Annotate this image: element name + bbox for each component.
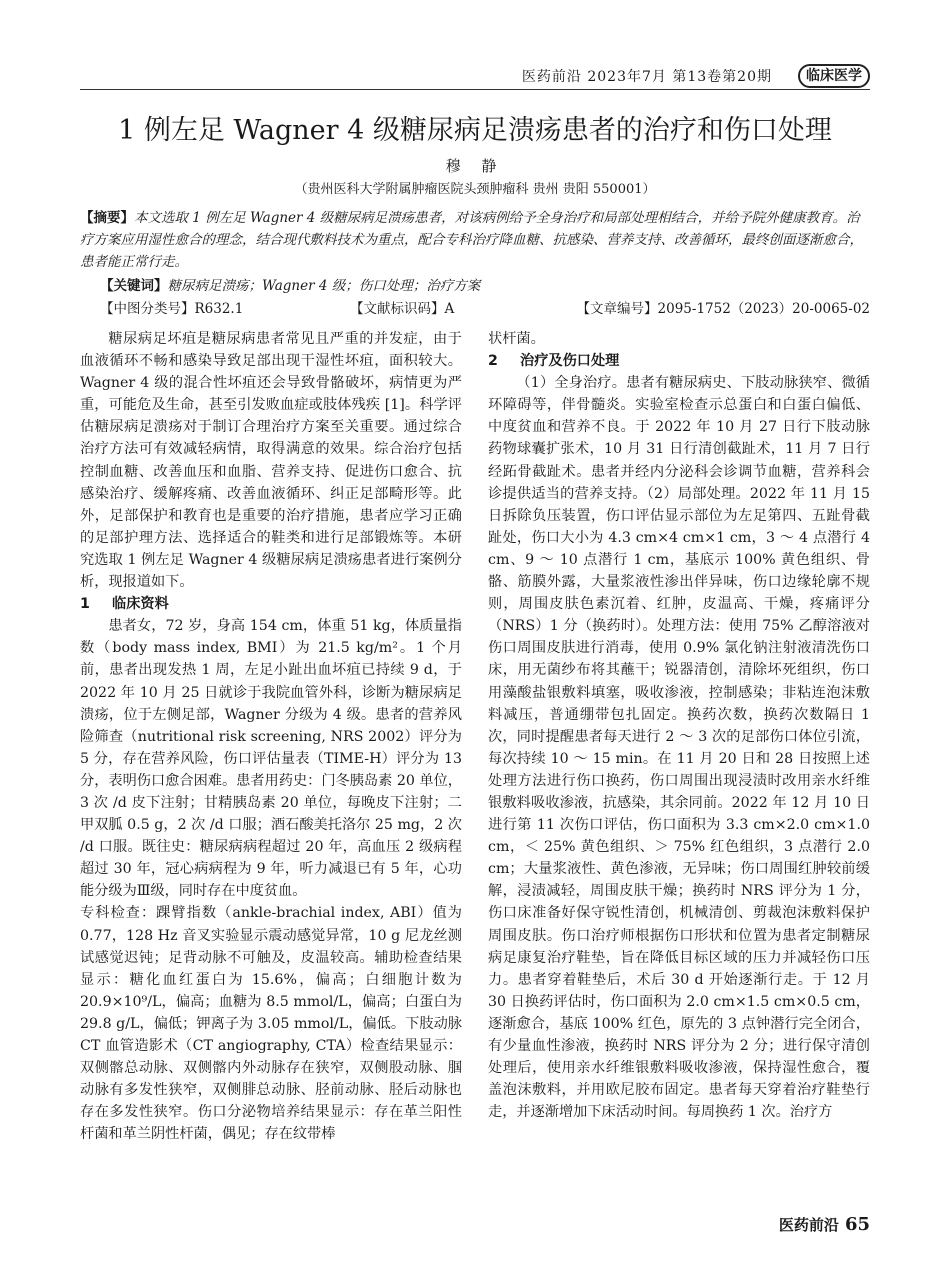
abstract [80, 207, 870, 273]
treatment-paragraph: （1）全身治疗。患者有糖尿病史、下肢动脉狭窄、微循环障碍等，伴骨髓炎。实验室检查示总蛋白和白蛋白偏低、中度贫血和营养不良。于 2022 年 10 月 27 日行下肢动脉药物球囊扩张术，10 月 31 日行清创截趾术，11 月 7 日行经跖骨截趾术。患者并经内分泌科会诊调节血糖，营养科会诊提供适当的营养支持。（2）局部处理。2022 年 11 月 15 日拆除负压装置，伤口评估显示部位为左足第四、五趾骨截趾处，伤口大小为 4.3 cm×4 cm×1 cm，3 ～ 4 点潜行 4 cm、9 ～ 10 点潜行 1 cm，基底示 100% 黄色组织、骨骼、筋膜外露，大量浆液性渗出伴异味，伤口边缘轮廓不规则，周围皮肤色素沉着、红肿，皮温高、干燥，疼痛评分（NRS）1 分（换药时）。处理方法：使用 75% 乙醇溶液对伤口周围皮肤进行消毒，使用 0.9% 氯化钠注射液清洗伤口床，用无菌纱布将其蘸干；锐器清创，清除坏死组织，伤口用藻酸盐银敷料填塞，吸收渗液，控制感染；非粘连泡沫敷料减压，普通绷带包扎固定。换药次数，换药次数隔日 1 次，同时提醒患者每天进行 2 ～ 3 次的足部伤口体位引流，每次持续 10 ～ 15 min。在 11 月 20 日和 28 日按照上述处理方法进行伤口换药，伤口周围出现浸渍时改用亲水纤维银敷料吸收渗液，抗感染，其余同前。2022 年 12 月 10 日进行第 11 次伤口评估，伤口面积为 3.3 cm×2.0 cm×1.0 cm，＜ 25% 黄色组织、＞ 75% 红色组织，3 点潜行 2.0 cm；大量浆液性、黄色渗液，无异味；伤口周围红肿较前缓解，浸渍减轻，周围皮肤干燥；换药时 NRS 评分为 1 分，伤口床准备好保守锐性清创，机械清创、剪裁泡沫敷料保护周围皮肤。伤口治疗师根据伤口形状和位置为患者定制糖尿病足康复治疗鞋垫，旨在降低目标区域的压力并减轻伤口压力。患者穿着鞋垫后，术后 30 d 开始逐渐行走。于 12 月 30 日换药评估时，伤口面积为 2.0 cm×1.5 cm×0.5 cm，逐渐愈合，基底 100% 红色，原先的 3 点钟潜行完全闭合，有少量血性渗液，换药时 NRS 评分为 2 分；进行保守清创处理后，使用亲水纤维银敷料吸收渗液，保持湿性愈合，覆盖泡沫敷料，并用欧尼胶布固定。患者每天穿着治疗鞋垫行走，并逐渐增加下床活动时间。每周换药 1 次。治疗方 [488, 375, 870, 1121]
affiliation: （贵州医科大学附属肿瘤医院头颈肿瘤科 贵州 贵阳 550001） [294, 182, 656, 197]
left-column [80, 328, 462, 1145]
section-2-number: 2 [488, 353, 498, 370]
intro-paragraph: 糖尿病足坏疽是糖尿病患者常见且严重的并发症，由于血液循环不畅和感染导致足部出现干湿性坏疽，面积较大。Wagner 4 级的混合性坏疽还会导致骨骼破坏，病情更为严重，可能危及生命，甚至引发败血症或肢体残疾 [1]。科学评估糖尿病足溃疡对于制订合理治疗方案至关重要。通过综合治疗方法可有效减轻病情，取得满意的效果。综合治疗包括控制血糖、改善血压和血脂、营养支持、促进伤口愈合、抗感染治疗、缓解疼痛、改善血液循环、纠正足部畸形等。此外，足部保护和教育也是重要的治疗措施，患者应学习正确的足部护理方法、选择适合的鞋类和进行足部锻炼等。本研究选取 1 例左足 Wagner 4 级糖尿病足溃疡患者进行案例分析，现报道如下。 [80, 331, 462, 591]
running-header [0, 64, 950, 90]
section-badge: 临床医学 [798, 64, 870, 88]
keywords-text: 糖尿病足溃疡；Wagner 4 级；伤口处理；治疗方案 [167, 278, 481, 294]
abstract-label: 【摘要】 [80, 210, 134, 226]
section-2-heading [488, 350, 870, 372]
article-title: 1 例左足 Wagner 4 级糖尿病足溃疡患者的治疗和伤口处理 [118, 115, 832, 146]
document-code: 【文献标识码】A [350, 301, 455, 317]
clc-number: 【中图分类号】R632.1 [100, 301, 244, 317]
author: 穆 静 [445, 157, 505, 175]
article-number: 【文章编号】2095-1752（2023）20-0065-02 [576, 301, 870, 317]
section-1-number: 1 [80, 596, 90, 613]
page-number: 65 [844, 1214, 870, 1235]
footer-journal: 医药前沿 [778, 1216, 839, 1234]
page-footer [779, 1214, 870, 1235]
section-1-title: 临床资料 [112, 596, 169, 613]
journal-info: 医药前沿 2023年7月 第13卷第20期 [521, 69, 772, 85]
case-paragraph: 患者女，72 岁，身高 154 cm，体重 51 kg，体质量指数（body mass index, BMI）为 21.5 kg/m²。1 个月前，患者出现发热 1 周，左足小趾出血坏疽已持续 9 d，于 2022 年 10 月 25 日就诊于我院血管外科，诊断为糖尿病足溃疡，位于左侧足部，Wagner 分级为 4 级。患者的营养风险筛查（nutritional risk screening, NRS 2002）评分为 5 分，存在营养风险，伤口评估量表（TIME-H）评分为 13 分，表明伤口愈合困难。患者用药史：门冬胰岛素 20 单位，3 次 /d 皮下注射；甘精胰岛素 20 单位，每晚皮下注射；二甲双胍 0.5 g，2 次 /d 口服；酒石酸美托洛尔 25 mg，2 次 /d 口服。既往史：糖尿病病程超过 20 年，高血压 2 级病程超过 30 年，冠心病病程为 9 年，听力减退已有 5 年，心功能分级为Ⅲ级，同时存在中度贫血。 [80, 618, 462, 900]
section-1-heading [80, 593, 462, 615]
header-rule [80, 89, 870, 90]
keywords [100, 274, 480, 294]
right-column [488, 328, 870, 1123]
abstract-text: 本文选取 1 例左足 Wagner 4 级糖尿病足溃疡患者，对该病例给予全身治疗和局部处理相结合，并给予院外健康教育。治疗方案应用湿性愈合的理念，结合现代敷料技术为重点，配合专科治疗降血糖、抗感染、营养支持、改善循环，最终创面逐渐愈合，患者能正常行走。 [80, 210, 863, 270]
exam-paragraph: 专科检查：踝臂指数（ankle-brachial index, ABI）值为 0.77，128 Hz 音叉实验显示震动感觉异常，10 g 尼龙丝测试感觉迟钝；足背动脉不可触及，皮温较高。辅助检查结果显示：糖化血红蛋白为 15.6%，偏高；白细胞计数为 20.9×10⁹/L，偏高；血糖为 8.5 mmol/L，偏高；白蛋白为 29.8 g/L，偏低；钾离子为 3.05 mmol/L，偏低。下肢动脉 CT 血管造影术（CT angiography, CTA）检查结果显示：双侧髂总动脉、双侧髂内外动脉存在狭窄，双侧股动脉、腘动脉有多发性狭窄，双侧腓总动脉、胫前动脉、胫后动脉也存在多发性狭窄。伤口分泌物培养结果显示：存在革兰阳性杆菌和革兰阴性杆菌，偶见；存在纹带棒 [80, 905, 462, 1143]
keywords-label: 【关键词】 [100, 278, 168, 294]
continuation-text: 状杆菌。 [488, 331, 545, 347]
section-2-title: 治疗及伤口处理 [520, 353, 620, 370]
